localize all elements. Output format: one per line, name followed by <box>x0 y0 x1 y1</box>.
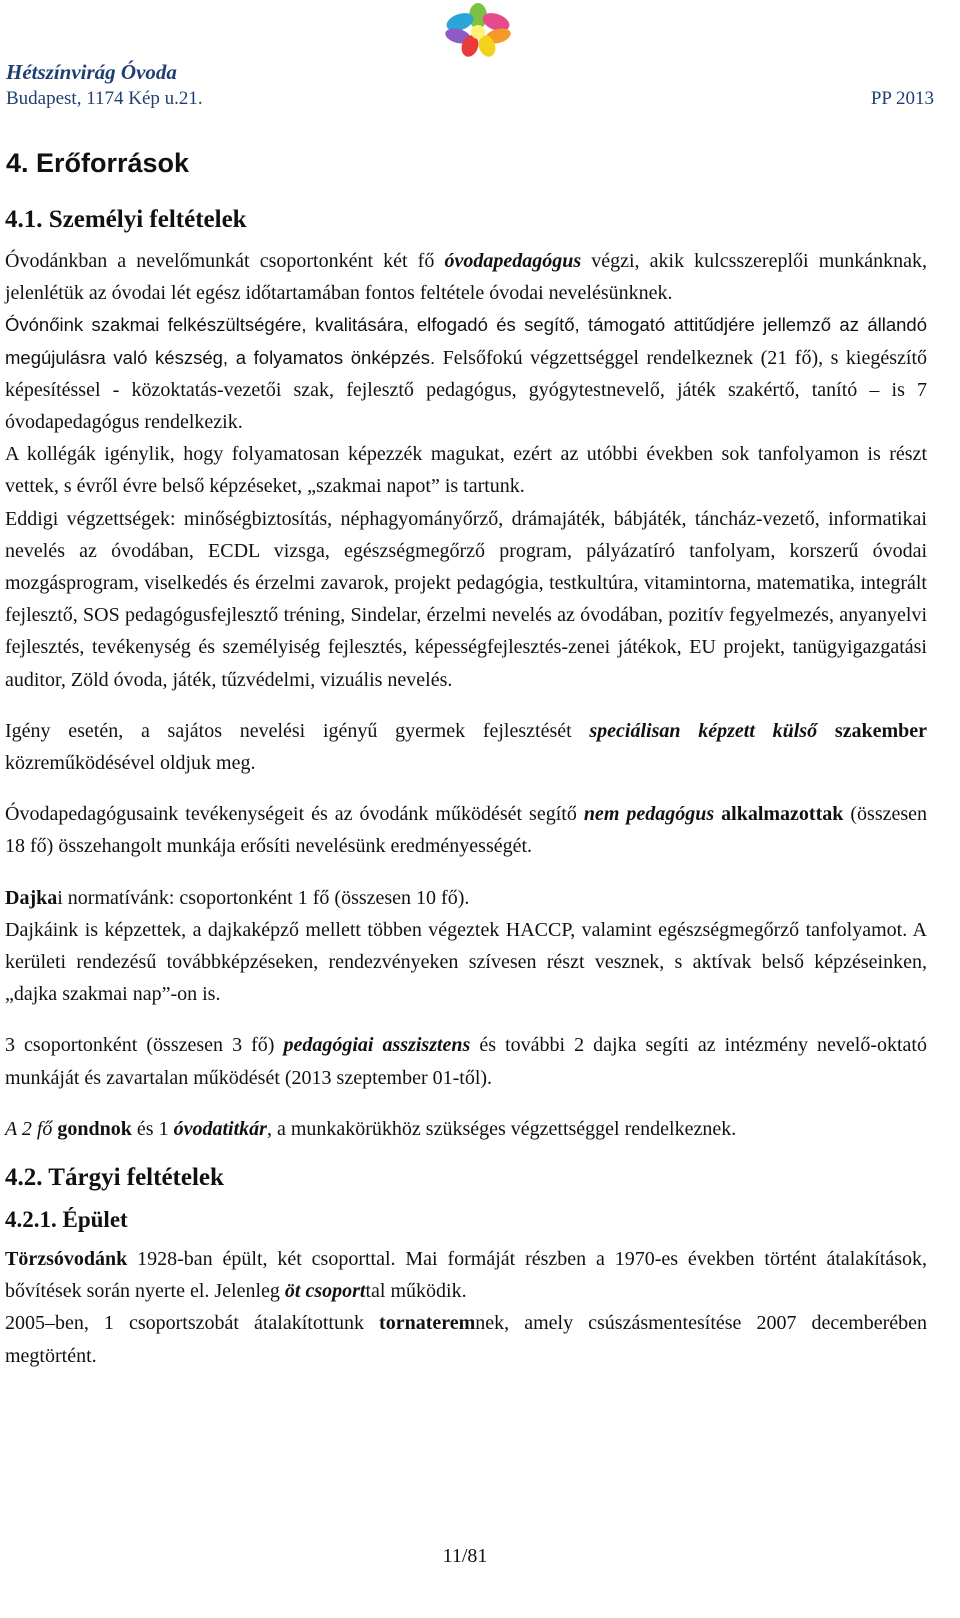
org-address: Budapest, 1174 Kép u.21. <box>6 88 203 109</box>
text: , a munkakörükhöz szükséges végzettséggel rendelkeznek. <box>266 1117 737 1140</box>
paragraph <box>5 245 927 309</box>
bold-text: gondnok <box>52 1117 132 1140</box>
text: Óvodánkban a nevelőmunkát csoportonként két fő <box>5 250 445 272</box>
text: Felsőfokú végzettséggel rendelkeznek (21 fő), s kiegészítő képesítéssel - közoktatás-vezetői szak, fejlesztő pedagógus, gyógytestnevelő, játék szakértő, tanító – is 7 óvodapedagógus rendelkezik. <box>5 346 927 434</box>
emphasis-text: óvodatitkár <box>173 1117 267 1140</box>
page-number: 11/81 <box>442 1545 488 1567</box>
chapter-title: 4. Erőforrások <box>6 148 190 178</box>
paragraph <box>5 1029 927 1093</box>
document-body <box>5 203 927 1372</box>
text: i normatívánk: csoportonként 1 fő (összesen 10 fő). <box>57 886 470 909</box>
bold-text: alkalmazottak <box>721 803 844 826</box>
paragraph <box>5 715 927 779</box>
text: 1928-ban épült, két csoporttal. Mai formáját részben a 1970-es években történt átalakítások, bővítések során nyerte el. Jelenleg <box>5 1248 927 1303</box>
bold-text: tornaterem <box>379 1312 476 1335</box>
flower-logo-icon <box>430 2 526 60</box>
text: végzi, akik kulcsszereplői munkánknak, jelenlétük az óvodai lét egész időtartamában fontos feltétele óvodai nevelésünknek. <box>5 250 927 305</box>
paragraph <box>5 882 927 914</box>
text: Igény esetén, a sajátos nevelési igényű gyermek fejlesztését <box>5 719 590 742</box>
text: Óvónőink szakmai felkészültségére, kvalitására, elfogadó és segítő, támogató attitűdjére jellemző az állandó megújulásra való készség, a folyamatos önképzés. <box>5 314 927 368</box>
doc-code: PP 2013 <box>870 88 934 109</box>
section-title-4-2: 4.2. Tárgyi feltételek <box>5 1164 224 1192</box>
emphasis-text: nem pedagógus <box>583 803 715 826</box>
emphasis-text: óvodapedagógus <box>444 250 582 272</box>
text: tal működik. <box>365 1280 467 1303</box>
bold-text: Dajka <box>5 886 58 909</box>
text: nek, amely csúszásmentesítése 2007 decemberében megtörtént. <box>5 1312 927 1367</box>
section-title-4-1: 4.1. Személyi feltételek <box>5 206 247 233</box>
text: Óvodapedagógusaink tevékenységeit és az óvodánk működését segítő <box>5 803 584 826</box>
subsection-title: 4.2.1. Épület <box>5 1207 128 1233</box>
paragraph <box>5 309 927 438</box>
paragraph: Dajkáink is képzettek, a dajkaképző mellett többen végeztek HACCP, valamint egészségmegőrző tanfolyamot. A kerületi rendezésű továbbképzéseken, rendezvényeken szívesen részt vesznek, s aktívak belső képzéseinken, „dajka szakmai nap”-on is. <box>5 918 927 1006</box>
paragraph <box>5 1307 927 1371</box>
paragraph <box>5 798 927 862</box>
bold-text: szakember <box>834 719 928 742</box>
page-footer <box>0 1545 960 1568</box>
paragraph <box>5 1243 927 1307</box>
text: 2005–ben, 1 csoportszobát átalakítottunk <box>5 1312 380 1335</box>
emphasis-text: pedagógiai asszisztens <box>283 1034 471 1057</box>
italic-text: A 2 fő <box>5 1117 53 1140</box>
text: (összesen 18 fő) összehangolt munkája erősíti nevelésünk eredményességét. <box>5 803 928 858</box>
text: közreműködésével oldjuk meg. <box>5 752 256 775</box>
bold-text: Törzsóvodánk <box>5 1248 128 1271</box>
paragraph: A kollégák igénylik, hogy folyamatosan képezzék magukat, ezért az utóbbi években sok tanfolyamon is részt vettek, s évről évre belső képzéseket, „szakmai napot” is tartunk. <box>5 443 927 498</box>
text: és további 2 dajka segíti az intézmény nevelő-oktató munkáját és zavartalan működését (2013 szeptember 01-től). <box>5 1034 927 1089</box>
text: és 1 <box>131 1117 174 1140</box>
text: 3 csoportonként (összesen 3 fő) <box>5 1034 284 1057</box>
paragraph: Eddigi végzettségek: minőségbiztosítás, néphagyományőrző, drámajáték, bábjáték, táncház-vezető, informatikai nevelés az óvodában, ECDL vizsga, egészségmegőrző program, pályázatíró tanfolyam, korszerű óvodai mozgásprogram, viselkedés és érzelmi zavarok, projekt pedagógia, testkultúra, vitamintorna, matematika, integrált fejlesztő, SOS pedagógusfejlesztő tréning, Sindelar, érzelmi nevelés az óvodában, pozitív fegyelmezés, anyanyelvi fejlesztés, tevékenység és személyiség fejlesztés, képességfejlesztés-zenei játékok, EU projekt, tanügyigazgatási auditor, Zöld óvoda, játék, tűzvédelmi, vizuális nevelés. <box>5 507 927 691</box>
emphasis-text: öt csoport <box>284 1280 366 1303</box>
org-name: Hétszínvirág Óvoda <box>6 60 177 84</box>
emphasis-text: speciálisan képzett külső <box>589 719 818 742</box>
paragraph <box>5 1113 927 1145</box>
